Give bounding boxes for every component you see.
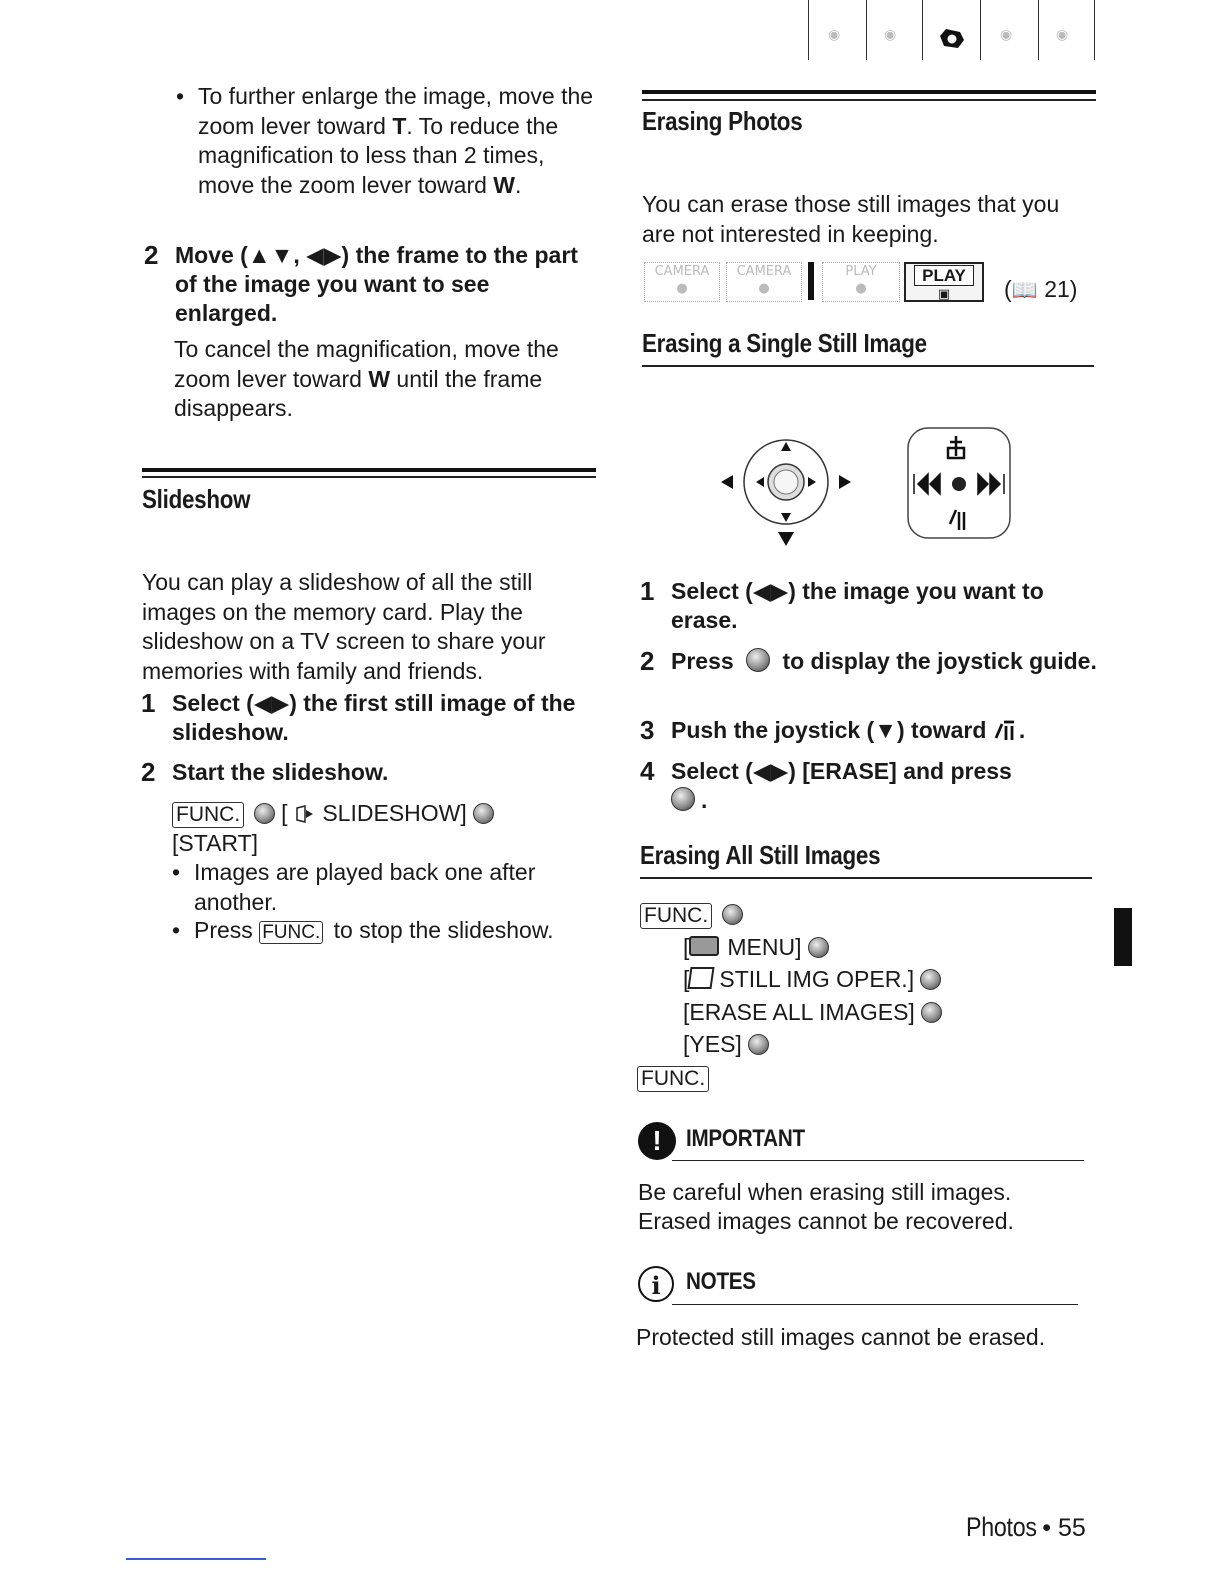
move-frame-step — [144, 240, 595, 328]
step-title: Select (◀▶) the image you want to erase. — [671, 578, 1044, 633]
heading-underline — [640, 877, 1092, 879]
step-number: 2 — [141, 757, 156, 787]
step-number: 2 — [640, 646, 655, 676]
set-button-icon — [748, 1034, 769, 1055]
tab-divider — [1094, 0, 1095, 60]
ghost-photo-play-icon: ◉ — [1056, 26, 1069, 42]
notes-rule — [672, 1304, 1078, 1305]
step-title: Select (◀▶) the first still image of the slideshow. — [172, 690, 576, 745]
step-number: 4 — [640, 756, 655, 786]
step-title: Select (◀▶) [ERASE] and press — [671, 758, 1012, 784]
menu-item-yes: [YES] — [683, 1031, 742, 1057]
func-button[interactable]: FUNC. — [259, 921, 323, 944]
bullet-text: Press — [194, 917, 260, 943]
menu-icon — [689, 936, 719, 956]
erase-all-heading: Erasing All Still Images — [640, 840, 881, 870]
important-heading: IMPORTANT — [686, 1125, 805, 1152]
func-button[interactable]: FUNC. — [640, 903, 712, 929]
ghost-movie-play-icon: ◉ — [884, 26, 897, 42]
slideshow-heading: Slideshow — [142, 484, 251, 514]
tab-divider — [808, 0, 809, 60]
important-text: Be careful when erasing still images. Erased images cannot be recovered. — [638, 1179, 1014, 1234]
joystick-guide-diagram — [906, 426, 1012, 540]
bracket: [ — [281, 800, 288, 826]
step-title: Start the slideshow. — [172, 759, 389, 785]
chip-label: CAMERA — [654, 264, 710, 279]
step-number: 1 — [640, 576, 655, 606]
important-rule — [672, 1160, 1084, 1161]
bullet-text: to stop the slideshow. — [327, 917, 554, 943]
mode-divider — [808, 262, 814, 300]
ghost-photo-icon: ◉ — [1000, 26, 1013, 42]
page-number: 55 — [1057, 1514, 1086, 1542]
bracket: [ — [683, 933, 690, 960]
set-button-icon — [254, 803, 275, 824]
slideshow-bullet-1 — [172, 858, 584, 917]
bullet-dot: • — [176, 83, 185, 109]
period: . — [701, 787, 708, 813]
set-button-icon — [473, 803, 494, 824]
slideshow-intro: You can play a slideshow of all the still images on the memory card. Play the slideshow on a TV screen to share your memories with family and friends. — [142, 569, 546, 684]
slideshow-step-2 — [141, 757, 592, 787]
tab-divider — [980, 0, 981, 60]
page-ref-number: 21) — [1044, 276, 1078, 302]
section-rule — [142, 468, 596, 472]
tab-divider — [866, 0, 867, 60]
section-rule — [642, 90, 1096, 94]
menu-item-erase-all: [ERASE ALL IMAGES] — [683, 998, 915, 1025]
w-key: W — [368, 365, 391, 392]
step-title: Move (▲▼, ◀▶) the frame to the part of the image you want to see enlarged. — [175, 242, 578, 326]
step-title: to display the joystick guide. — [776, 648, 1097, 674]
chip-label: PLAY — [914, 265, 974, 286]
erase-step-4 — [640, 756, 1101, 815]
set-button-icon — [808, 937, 829, 958]
menu-item-start: [START] — [172, 829, 259, 856]
step-title: Push the joystick (▼) toward — [671, 717, 993, 743]
mode-tab-strip — [808, 0, 1096, 62]
notes-heading: NOTES — [686, 1268, 756, 1295]
notes-text: Protected still images cannot be erased. — [636, 1324, 1046, 1350]
ghost-movie-icon: ◉ — [828, 26, 841, 42]
step-number: 1 — [141, 688, 156, 718]
footer-bullet: • — [1042, 1514, 1052, 1542]
single-image-heading: Erasing a Single Still Image — [642, 328, 927, 358]
bottom-link-line — [126, 1558, 266, 1560]
footer-section: Photos — [966, 1512, 1037, 1542]
slideshow-procedure — [172, 799, 592, 858]
tab-divider — [1038, 0, 1039, 60]
step-title: Press — [671, 648, 741, 674]
paren: ( — [1004, 276, 1012, 302]
period: . — [1018, 717, 1026, 743]
func-button[interactable]: FUNC. — [172, 802, 244, 828]
page-reference — [1004, 276, 1077, 303]
set-button-icon — [921, 1002, 942, 1023]
func-button[interactable]: FUNC. — [637, 1066, 709, 1092]
bullet-dot: • — [172, 917, 181, 943]
slideshow-step-1 — [141, 688, 592, 747]
erase-step-1 — [640, 576, 1101, 635]
slideshow-icon — [294, 804, 316, 824]
important-icon: ! — [638, 1122, 676, 1160]
bullet-dot: • — [172, 859, 181, 885]
mode-chip-play-movie: PLAY ● — [822, 262, 900, 302]
chapter-edge-tab — [1114, 908, 1132, 966]
step-number: 3 — [640, 715, 655, 745]
still-image-icon — [688, 967, 715, 989]
mode-chip-camera-photo: CAMERA ● — [726, 262, 802, 302]
zoom-text: . To reduce the magnification to less than 2 times, move the zoom lever toward — [198, 112, 559, 198]
zoom-bullet — [176, 82, 598, 200]
erase-step-3 — [640, 715, 1026, 745]
erasing-photos-heading: Erasing Photos — [642, 106, 803, 136]
set-button-icon — [920, 969, 941, 990]
joystick-button-icon — [671, 787, 695, 811]
chip-label: CAMERA — [736, 264, 792, 279]
erase-step-2 — [640, 646, 1101, 676]
set-button-icon — [722, 904, 743, 925]
notes-info-icon: i — [638, 1266, 674, 1302]
trash-erase-icon — [993, 718, 1019, 742]
camera-mode-icon — [936, 24, 968, 52]
zoom-text: To further enlarge the image, move the zoom lever toward — [198, 83, 594, 139]
w-key: W — [493, 171, 516, 198]
menu-item-menu: MENU] — [727, 933, 802, 960]
desc-text: To cancel the magnification, move the zoom lever toward — [174, 336, 559, 392]
mode-chip-play-photo — [904, 262, 984, 302]
section-rule-thin — [642, 99, 1096, 101]
t-key: T — [392, 112, 407, 139]
tab-divider — [922, 0, 923, 60]
mode-chip-camera-movie: CAMERA ● — [644, 262, 720, 302]
book-icon: 📖 — [1011, 279, 1038, 302]
page-footer — [966, 1512, 1086, 1543]
erase-all-procedure — [640, 900, 1080, 1092]
chip-label: PLAY — [845, 264, 877, 279]
desc-text: until the frame disappears. — [174, 365, 543, 421]
bracket: [ — [683, 966, 690, 992]
bullet-text: Images are played back one after another. — [194, 859, 536, 915]
cancel-magnification-text — [174, 335, 584, 424]
zoom-text: . — [515, 171, 522, 198]
step-number: 2 — [144, 240, 159, 270]
section-rule-thin — [142, 476, 596, 478]
joystick-diagram — [718, 434, 858, 549]
heading-underline — [642, 365, 1094, 367]
erasing-intro: You can erase those still images that you are not interested in keeping. — [642, 191, 1060, 247]
menu-item-still-img-oper: STILL IMG OPER.] — [719, 966, 915, 992]
menu-item-slideshow: SLIDESHOW] — [322, 800, 467, 826]
joystick-button-icon — [746, 648, 770, 672]
slideshow-bullet-2 — [172, 916, 554, 946]
chip-camera-icon: ▣ — [937, 286, 951, 301]
